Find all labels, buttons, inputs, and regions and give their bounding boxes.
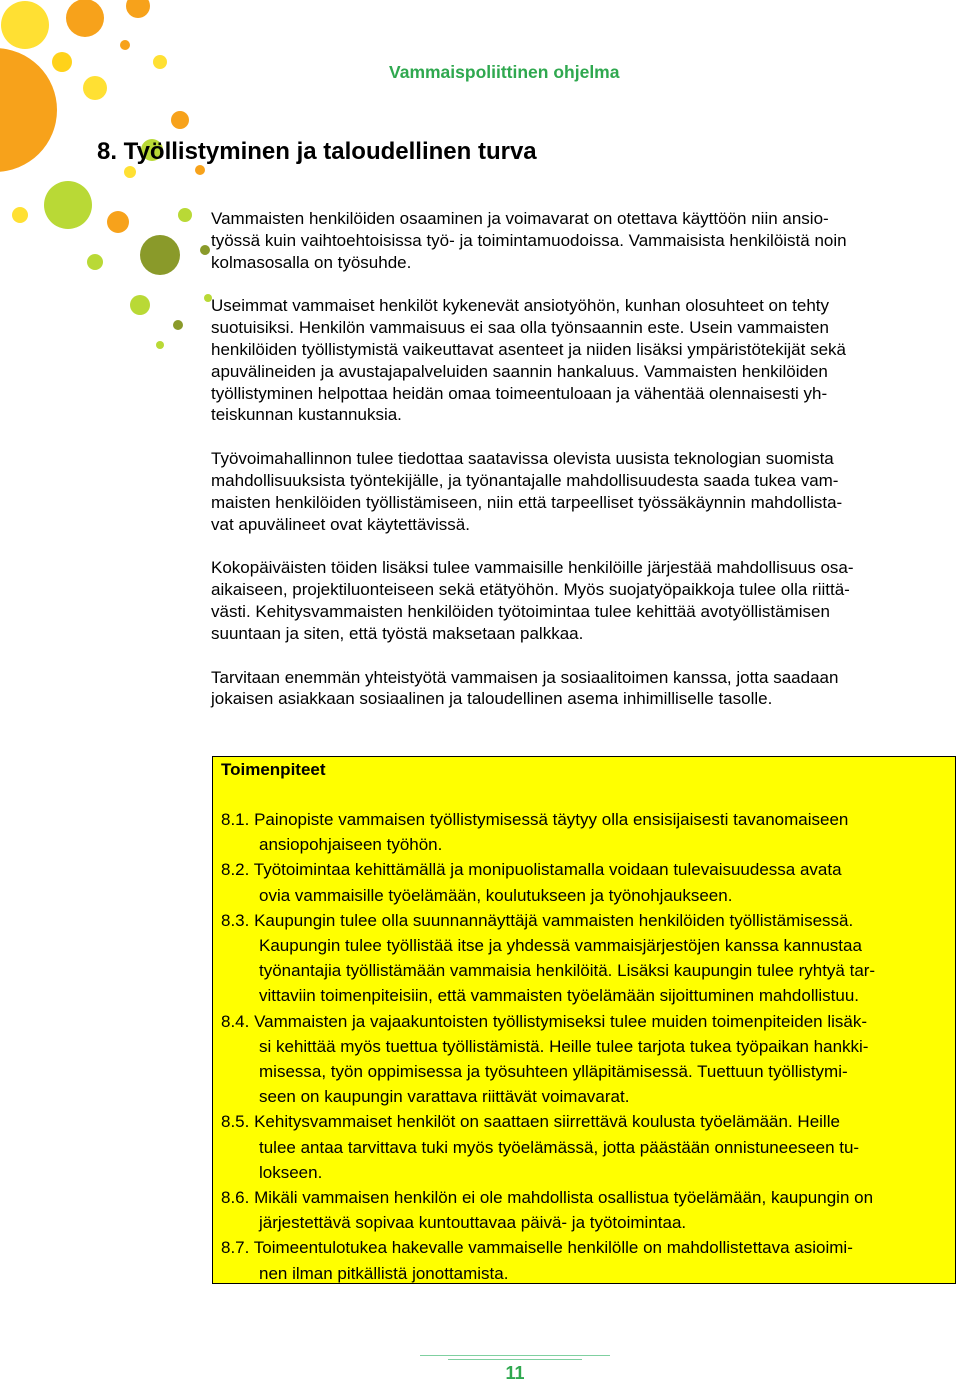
action-item bbox=[221, 1109, 955, 1185]
text-line: vat apuvälineet ovat käytettävissä. bbox=[211, 514, 470, 534]
section-title: 8. Työllistyminen ja taloudellinen turva bbox=[97, 138, 537, 165]
action-line: lokseen. bbox=[259, 1162, 323, 1182]
action-line: misessa, työn oppimisessa ja työsuhteen ylläpitämisessä. Tuettuun työllistymi- bbox=[259, 1062, 848, 1082]
text-line: suuntaan ja siten, että työstä maksetaan palkkaa. bbox=[211, 623, 584, 643]
text-line: työssä kuin vaihtoehtoisissa työ- ja toimintamuodoissa. Vammaisista henkilöistä noin bbox=[211, 230, 847, 250]
paragraph bbox=[211, 295, 931, 426]
action-line: tulee antaa tarvittava tuki myös työelämässä, jotta päästään onnistuneeseen tu- bbox=[259, 1137, 860, 1157]
actions-title: Toimenpiteet bbox=[221, 760, 326, 779]
paragraph bbox=[211, 557, 931, 644]
action-line: seen on kaupungin varattava riittävät voimavarat. bbox=[259, 1087, 630, 1107]
action-line: ansiopohjaiseen työhön. bbox=[259, 835, 443, 855]
text-line: mahdollisuuksista työntekijälle, ja työnantajalle mahdollisuudesta saada tukea vam- bbox=[211, 470, 839, 490]
action-line: vittaviin toimenpiteisiin, että vammaisten työelämään sijoittuminen mahdollistuu. bbox=[259, 986, 860, 1006]
action-line: nen ilman pitkällistä jonottamista. bbox=[259, 1263, 509, 1283]
action-line: 8.5. Kehitysvammaiset henkilöt on saattaen siirrettävä koulusta työelämään. Heille bbox=[221, 1112, 840, 1132]
text-line: kolmasosalla on työsuhde. bbox=[211, 252, 412, 272]
body-text bbox=[211, 208, 931, 732]
action-item bbox=[221, 807, 955, 857]
text-line: työllistyminen helpottaa heidän omaa toimeentuloaan ja vähentää olennaisesti yh- bbox=[211, 383, 828, 403]
actions-box bbox=[212, 756, 956, 1284]
text-line: Työvoimahallinnon tulee tiedottaa saatavissa olevista uusista teknologian suomista bbox=[211, 449, 834, 469]
footer-rule bbox=[448, 1359, 582, 1360]
paragraph bbox=[211, 208, 931, 273]
action-line: ovia vammaisille työelämään, koulutukseen ja työnohjaukseen. bbox=[259, 885, 733, 905]
action-item bbox=[221, 1235, 955, 1285]
action-line: Kaupungin tulee työllistää itse ja yhdessä vammaisjärjestöjen kanssa kannustaa bbox=[259, 936, 862, 956]
text-line: Vammaisten henkilöiden osaaminen ja voimavarat on otettava käyttöön niin ansio- bbox=[211, 209, 829, 228]
page-number: 11 bbox=[505, 1363, 525, 1383]
action-item bbox=[221, 1185, 955, 1235]
action-item bbox=[221, 1009, 955, 1110]
text-line: Useimmat vammaiset henkilöt kykenevät ansiotyöhön, kunhan olosuhteet on tehty bbox=[211, 296, 830, 316]
paragraph bbox=[211, 448, 931, 535]
action-line: työnantajia työllistämään vammaisia henkilöitä. Lisäksi kaupungin tulee ryhtyä tar- bbox=[259, 961, 876, 981]
action-line: 8.3. Kaupungin tulee olla suunnannäyttäjä vammaisten henkilöiden työllistämisessä. bbox=[221, 910, 854, 930]
action-item bbox=[221, 857, 955, 907]
action-line: 8.1. Painopiste vammaisen työllistymisessä täytyy olla ensisijaisesti tavanomaiseen bbox=[221, 810, 849, 829]
page-footer bbox=[420, 1355, 610, 1395]
text-line: suotuisiksi. Henkilön vammaisuus ei saa olla työnsaannin este. Usein vammaisten bbox=[211, 318, 829, 338]
action-line: järjestettävä sopivaa kuntouttavaa päivä- ja työtoimintaa. bbox=[259, 1213, 687, 1233]
action-line: si kehittää myös tuettua työllistämistä. Heille tulee tarjota tukea työpaikan hankki- bbox=[259, 1036, 869, 1056]
footer-rule bbox=[420, 1355, 610, 1356]
text-line: aikaiseen, projektiluonteiseen sekä etätyöhön. Myös suojatyöpaikkoja tulee olla riittä- bbox=[211, 580, 850, 600]
text-line: apuvälineiden ja avustajapalveluiden saannin hankaluus. Vammaisten henkilöiden bbox=[211, 361, 828, 381]
text-line: Kokopäiväisten töiden lisäksi tulee vammaisille henkilöille järjestää mahdollisuus osa- bbox=[211, 558, 854, 578]
text-line: jokaisen asiakkaan sosiaalinen ja taloudellinen asema inhimilliselle tasolle. bbox=[211, 689, 773, 709]
action-line: 8.4. Vammaisten ja vajaakuntoisten työllistymiseksi tulee muiden toimenpiteiden lisäk- bbox=[221, 1011, 867, 1031]
action-item bbox=[221, 908, 955, 1009]
text-line: henkilöiden työllistymistä vaikeuttavat asenteet ja niiden lisäksi ympäristötekijät sekä bbox=[211, 339, 846, 359]
action-line: 8.2. Työtoimintaa kehittämällä ja monipuolistamalla voidaan tulevaisuudessa avata bbox=[221, 860, 842, 880]
text-line: Tarvitaan enemmän yhteistyötä vammaisen ja sosiaalitoimen kanssa, jotta saadaan bbox=[211, 667, 839, 687]
action-line: 8.7. Toimeentulotukea hakevalle vammaiselle henkilölle on mahdollistettava asioimi- bbox=[221, 1238, 853, 1258]
action-line: 8.6. Mikäli vammaisen henkilön ei ole mahdollista osallistua työelämään, kaupungin on bbox=[221, 1188, 874, 1208]
paragraph bbox=[211, 667, 931, 711]
text-line: västi. Kehitysvammaisten henkilöiden työtoimintaa tulee kehittää avotyöllistämisen bbox=[211, 601, 830, 621]
text-line: maisten henkilöiden työllistämiseen, niin että tarpeelliset työssäkäynnin mahdollista- bbox=[211, 492, 843, 512]
document-header: Vammaispoliittinen ohjelma bbox=[389, 62, 620, 82]
text-line: teiskunnan kustannuksia. bbox=[211, 405, 402, 425]
